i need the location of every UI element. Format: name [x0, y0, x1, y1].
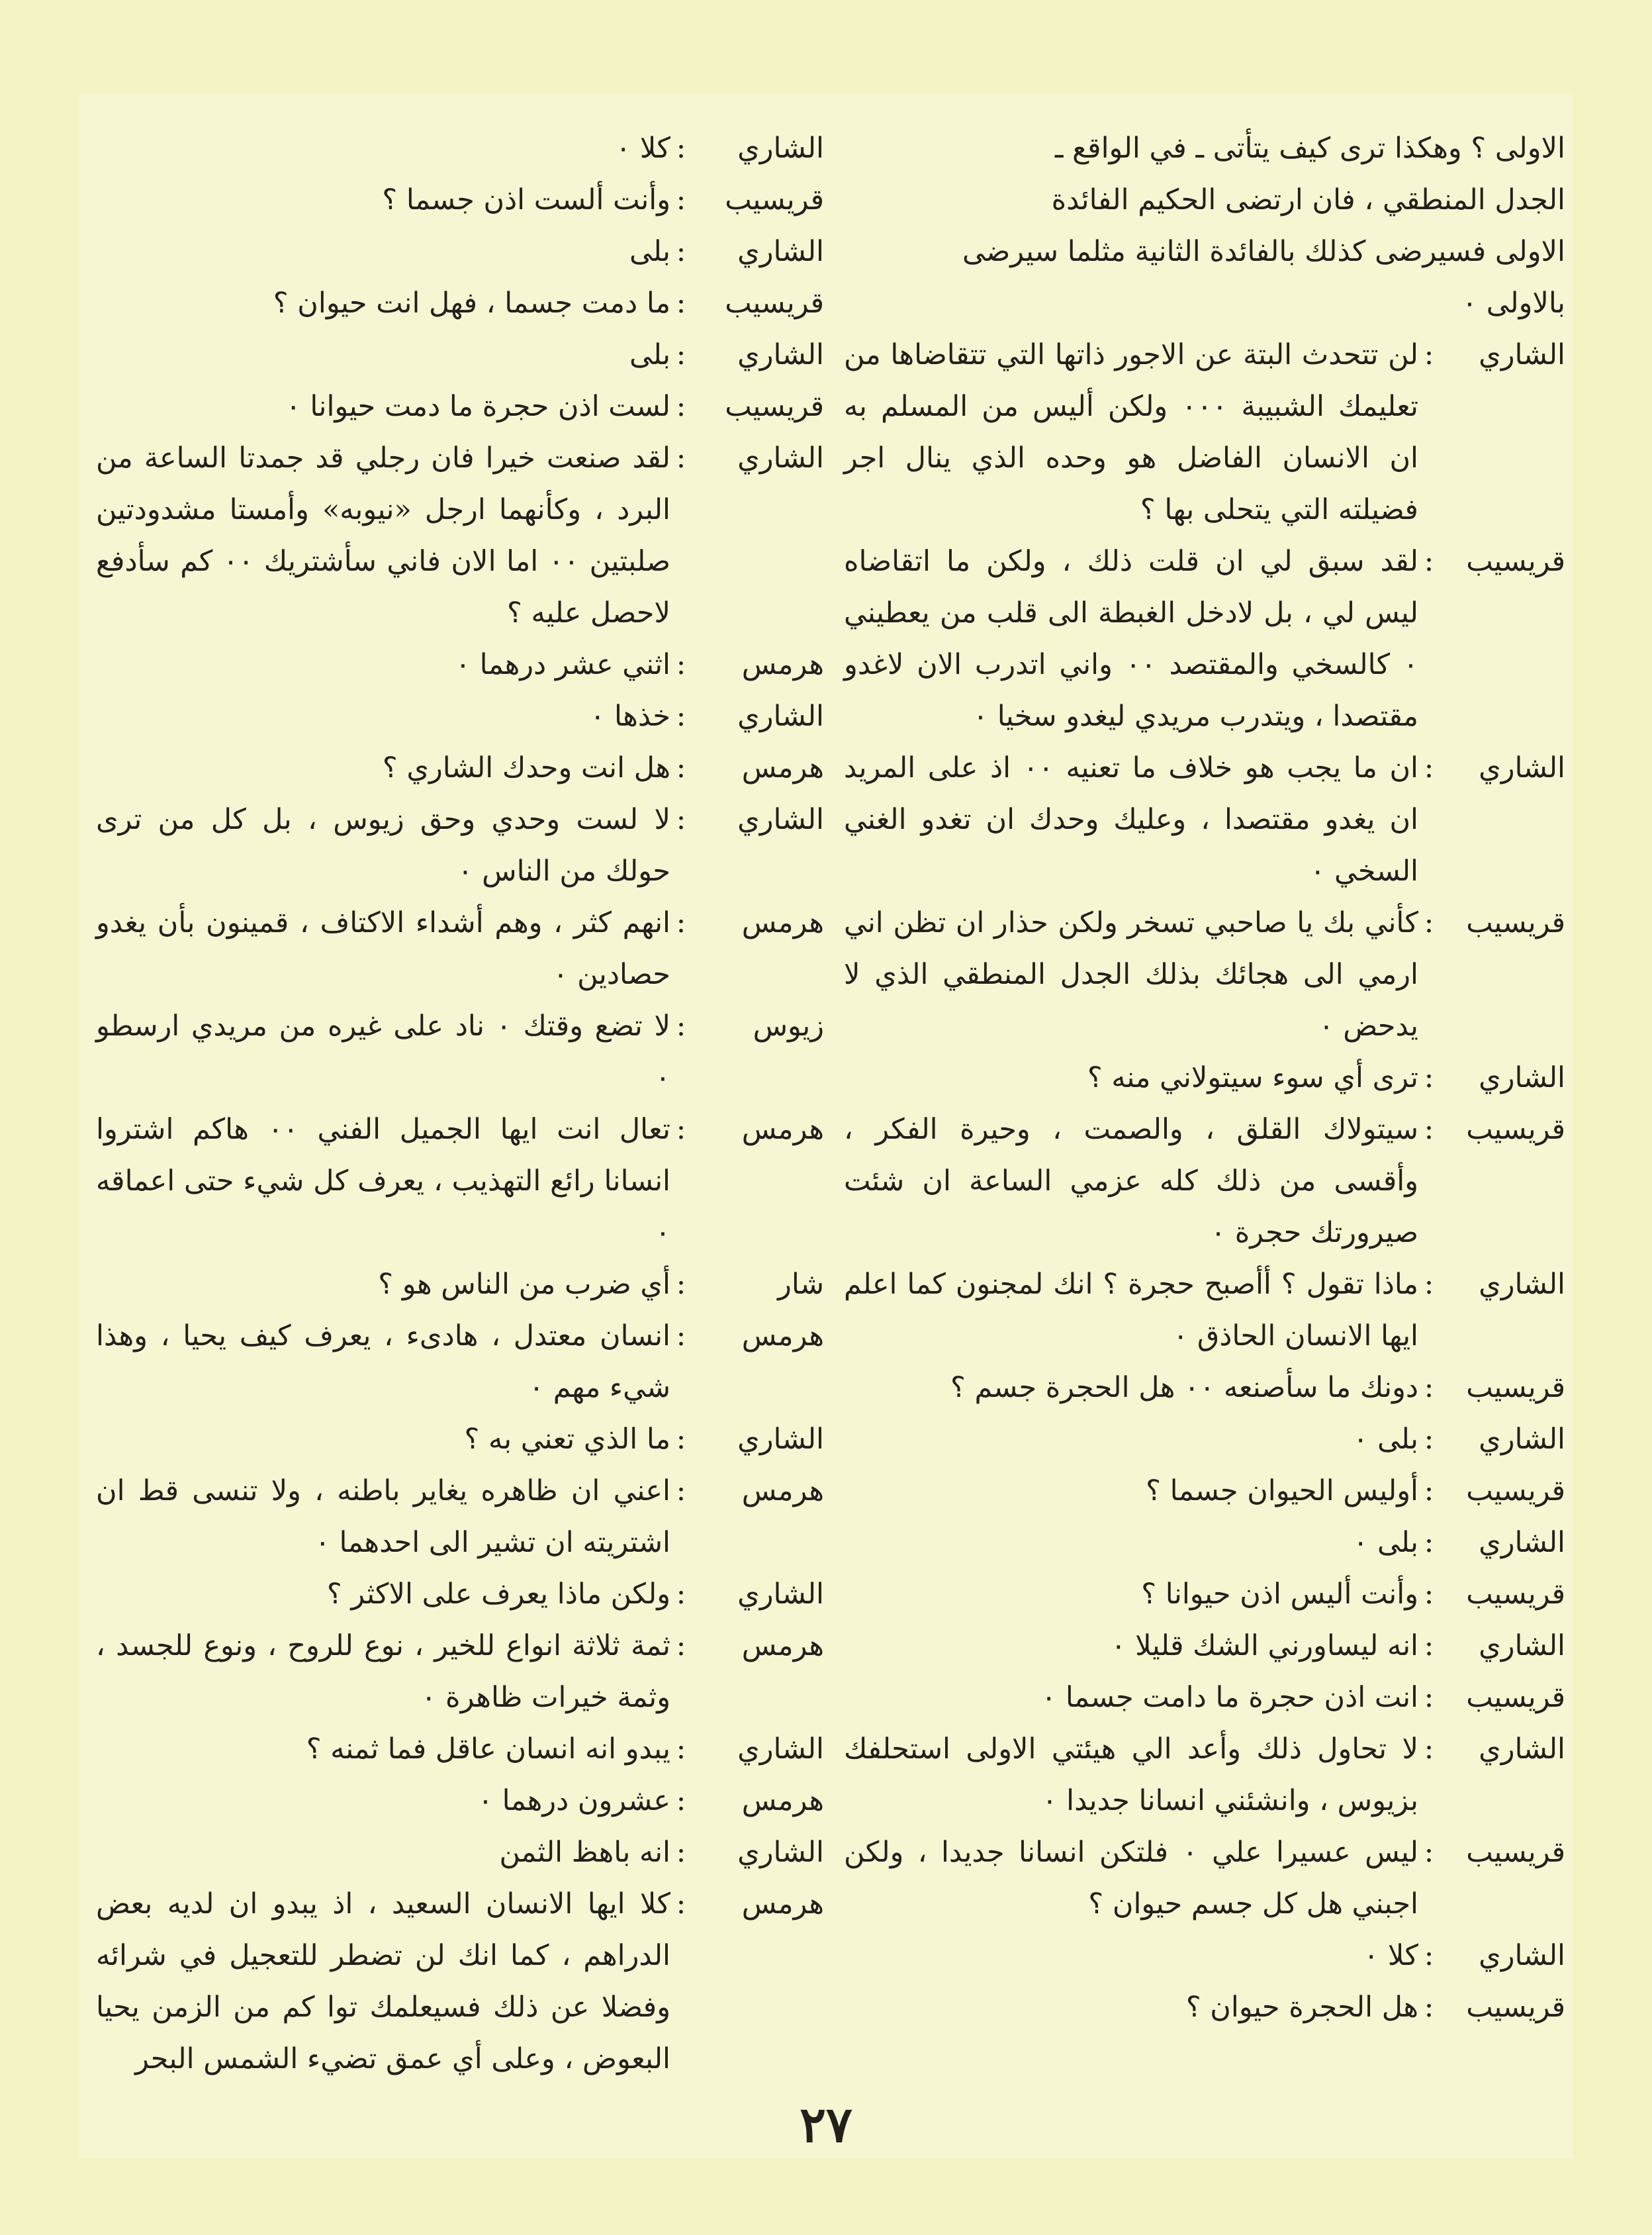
dialogue-text: انت اذن حجرة ما دامت جسما ٠: [1041, 1681, 1418, 1714]
dialogue-entry: [844, 1827, 1565, 1930]
dialogue-text: اثني عشر درهما ٠: [455, 648, 670, 681]
speaker-name: الشاري: [737, 1423, 824, 1456]
dialogue-entry: [96, 1413, 824, 1465]
speaker-name: هرمس: [741, 1474, 824, 1507]
dialogue-entry: [96, 1259, 824, 1310]
speaker-name: قريسيب: [1466, 1991, 1565, 2024]
speaker-name: الشاري: [737, 1578, 824, 1611]
dialogue-entry: [844, 329, 1565, 536]
speaker-name: الشاري: [737, 1836, 824, 1869]
dialogue-entry: [96, 742, 824, 794]
speaker-colon: :: [676, 700, 686, 733]
dialogue-text: دونك ما سأصنعه ٠٠ هل الحجرة جسم ؟: [950, 1371, 1418, 1404]
speaker-colon: :: [676, 648, 686, 681]
dialogue-text: ثمة ثلاثة انواع للخير ، نوع للروح ، ونوع للجسد ، وثمة خيرات ظاهرة ٠: [96, 1629, 670, 1714]
speaker-colon: :: [1424, 1629, 1434, 1662]
speaker-name: الشاري: [1479, 751, 1565, 785]
dialogue-text: اعني ان ظاهره يغاير باطنه ، ولا تنسى قط ان اشتريته ان تشير الى احدهما ٠: [96, 1474, 670, 1559]
dialogue-text: أوليس الحيوان جسما ؟: [1146, 1474, 1418, 1507]
speaker-name: الشاري: [1479, 1629, 1565, 1662]
speaker-name: الشاري: [1479, 1526, 1565, 1559]
speaker-colon: :: [1424, 545, 1434, 578]
dialogue-text: لا لست وحدي وحق زيوس ، بل كل من ترى حولك من الناس ٠: [96, 803, 670, 888]
speaker-colon: :: [676, 1784, 686, 1817]
dialogue-entry: [96, 1310, 824, 1413]
speaker-colon: :: [676, 1578, 686, 1611]
speaker-name: الشاري: [737, 442, 824, 475]
dialogue-text: هل الحجرة حيوان ؟: [1185, 1991, 1418, 2024]
speaker-name: هرمس: [741, 648, 824, 681]
dialogue-entry: [96, 226, 824, 277]
speaker-colon: :: [676, 1733, 686, 1766]
speaker-colon: :: [1424, 751, 1434, 785]
speaker-name: قريسيب: [725, 390, 824, 423]
dialogue-entry: [844, 1259, 1565, 1362]
speaker-name: قريسيب: [1466, 1113, 1565, 1146]
dialogue-entry: [96, 1775, 824, 1827]
continued-text-line: الجدل المنطقي ، فان ارتضى الحكيم الفائدة: [1051, 183, 1565, 216]
dialogue-entry: [96, 432, 824, 639]
speaker-name: الشاري: [1479, 1733, 1565, 1766]
dialogue-entry: [96, 381, 824, 432]
dialogue-text: يبدو انه انسان عاقل فما ثمنه ؟: [306, 1733, 670, 1766]
dialogue-text: لا تضع وقتك ٠ ناد على غيره من مريدي ارسطو ٠: [96, 1010, 670, 1094]
dialogue-text: كلا ٠: [1363, 1939, 1418, 1972]
dialogue-text: لا تحاول ذلك وأعد الي هيئتي الاولى استحلفك بزيوس ، وانشئني انسانا جديدا ٠: [844, 1733, 1418, 1817]
dialogue-text: انه باهظ الثمن: [499, 1836, 670, 1869]
dialogue-text: كلا ٠: [616, 132, 670, 165]
dialogue-entry: [96, 1878, 824, 2085]
dialogue-entry: [844, 1413, 1565, 1465]
speaker-colon: :: [676, 1268, 686, 1301]
speaker-colon: :: [1424, 1474, 1434, 1507]
speaker-colon: :: [676, 906, 686, 939]
speaker-colon: :: [1424, 1991, 1434, 2024]
speaker-colon: :: [676, 390, 686, 423]
dialogue-entry: [96, 897, 824, 1000]
speaker-colon: :: [1424, 1836, 1434, 1869]
speaker-name: شار: [778, 1268, 824, 1301]
dialogue-entry: [844, 1981, 1565, 2033]
speaker-name: قريسيب: [1466, 545, 1565, 578]
speaker-name: هرمس: [741, 1887, 824, 1921]
speaker-colon: :: [676, 287, 686, 320]
dialogue-text: انه ليساورني الشك قليلا ٠: [1111, 1629, 1418, 1662]
continued-text-line: بالاولى ٠: [1461, 287, 1565, 320]
dialogue-entry: [844, 1052, 1565, 1104]
dialogue-entry: [844, 1723, 1565, 1827]
dialogue-entry: [96, 794, 824, 897]
dialogue-text: كلا ايها الانسان السعيد ، اذ يبدو ان لديه بعض الدراهم ، كما انك لن تضطر للتعجيل في شرائه وفضلا عن ذلك فسيعلمك توا كم من الزمن يحيا البعوض ، وعلى أي عمق تضيء الشمس البحر: [96, 1887, 670, 2075]
continued-text-line: الاولى فسيرضى كذلك بالفائدة الثانية مثلما سيرضى: [962, 235, 1565, 268]
dialogue-text: وأنت ألست اذن جسما ؟: [382, 183, 670, 216]
dialogue-text: ولكن ماذا يعرف على الاكثر ؟: [326, 1578, 670, 1611]
dialogue-entry: [844, 536, 1565, 742]
speaker-colon: :: [676, 442, 686, 475]
speaker-name: قريسيب: [725, 287, 824, 320]
speaker-colon: :: [676, 1319, 686, 1353]
speaker-colon: :: [676, 235, 686, 268]
speaker-name: الشاري: [737, 338, 824, 371]
dialogue-entry: [96, 639, 824, 690]
speaker-colon: :: [676, 751, 686, 785]
speaker-name: الشاري: [737, 700, 824, 733]
dialogue-entry: [96, 1465, 824, 1568]
dialogue-entry: [96, 277, 824, 329]
speaker-colon: :: [1424, 906, 1434, 939]
dialogue-entry: [96, 1000, 824, 1104]
speaker-colon: :: [676, 183, 686, 216]
speaker-name: الشاري: [737, 1733, 824, 1766]
speaker-name: الشاري: [1479, 1423, 1565, 1456]
dialogue-text: ما الذي تعني به ؟: [464, 1423, 670, 1456]
dialogue-text: انهم كثر ، وهم أشداء الاكتاف ، قمينون بأن يغدو حصادين ٠: [96, 906, 671, 991]
dialogue-entry: [844, 742, 1565, 897]
speaker-name: هرمس: [741, 1629, 824, 1662]
speaker-colon: :: [1424, 1733, 1434, 1766]
speaker-name: قريسيب: [1466, 1371, 1565, 1404]
dialogue-text: انسان معتدل ، هادىء ، يعرف كيف يحيا ، وهذا شيء مهم ٠: [96, 1319, 670, 1404]
continued-text-line: الاولى ؟ وهكذا ترى كيف يتأتى ـ في الواقع ـ: [1054, 132, 1565, 165]
dialogue-text: بلى: [629, 338, 670, 371]
speaker-colon: :: [676, 338, 686, 371]
dialogue-text: سيتولاك القلق ، والصمت ، وحيرة الفكر ، وأقسى من ذلك كله عزمي الساعة ان شئت صيرورتك حجرة ٠: [844, 1113, 1418, 1249]
speaker-colon: :: [1424, 1526, 1434, 1559]
speaker-name: الشاري: [1479, 1061, 1565, 1094]
speaker-colon: :: [676, 1010, 686, 1043]
dialogue-text: ان ما يجب هو خلاف ما تعنيه ٠٠ اذ على المريد ان يغدو مقتصدا ، وعليك وحدك ان تغدو الغني السخي ٠: [844, 751, 1418, 888]
speaker-name: الشاري: [737, 132, 824, 165]
speaker-colon: :: [1424, 1061, 1434, 1094]
dialogue-text: أي ضرب من الناس هو ؟: [378, 1268, 670, 1301]
speaker-colon: :: [1424, 1578, 1434, 1611]
speaker-name: هرمس: [741, 906, 824, 939]
dialogue-text: لقد سبق لي ان قلت ذلك ، ولكن ما اتقاضاه ليس لي ، بل لادخل الغبطة الى قلب من يعطيني ٠ كالسخي والمقتصد ٠٠ واني اتدرب الان لاغدو مقتصدا ، ويتدرب مريدي ليغدو سخيا ٠: [844, 545, 1418, 733]
dialogue-text: خذها ٠: [590, 700, 670, 733]
dialogue-text: بلى: [629, 235, 670, 268]
dialogue-text: كأني بك يا صاحبي تسخر ولكن حذار ان تظن اني ارمي الى هجائك بذلك الجدل المنطقي الذي لا يدحض ٠: [844, 906, 1418, 1043]
dialogue-entry: [844, 897, 1565, 1052]
speaker-name: قريسيب: [1466, 1578, 1565, 1611]
speaker-colon: :: [676, 1836, 686, 1869]
dialogue-entry: [96, 1723, 824, 1775]
dialogue-text: لقد صنعت خيرا فان رجلي قد جمدتا الساعة من البرد ، وكأنهما ارجل «نيوبه» وأمستا مشدودتين صلبتين ٠٠ اما الان فاني سأشتريك ٠٠ كم سأدفع لاحصل عليه ؟: [96, 442, 670, 630]
speaker-name: الشاري: [1479, 1268, 1565, 1301]
dialogue-entry: [96, 690, 824, 742]
speaker-name: الشاري: [1479, 338, 1565, 371]
dialogue-text: لست اذن حجرة ما دمت حيوانا ٠: [285, 390, 670, 423]
dialogue-entry: [844, 1620, 1565, 1672]
speaker-colon: :: [676, 1113, 686, 1146]
speaker-name: الشاري: [1479, 1939, 1565, 1972]
dialogue-entry: [844, 1362, 1565, 1413]
speaker-colon: :: [1424, 1423, 1434, 1456]
dialogue-text: بلى ٠: [1353, 1526, 1418, 1559]
dialogue-text: ليس عسيرا علي ٠ فلتكن انسانا جديدا ، ولكن اجبني هل كل جسم حيوان ؟: [844, 1836, 1418, 1921]
speaker-colon: :: [676, 1474, 686, 1507]
speaker-colon: :: [676, 132, 686, 165]
speaker-name: زيوس: [753, 1010, 824, 1043]
speaker-name: الشاري: [737, 235, 824, 268]
dialogue-text: تعال انت ايها الجميل الفني ٠٠ هاكم اشتروا انسانا رائع التهذيب ، يعرف كل شيء حتى اعماقه ٠: [96, 1113, 670, 1249]
dialogue-entry: [96, 1827, 824, 1878]
dialogue-text: وأنت أليس اذن حيوانا ؟: [1141, 1578, 1418, 1611]
dialogue-text: ماذا تقول ؟ أأصبح حجرة ؟ انك لمجنون كما اعلم ايها الانسان الحاذق ٠: [844, 1268, 1418, 1353]
speaker-name: الشاري: [737, 803, 824, 836]
right-column: [844, 122, 1565, 2033]
dialogue-entry: [844, 1930, 1565, 1981]
dialogue-text: ما دمت جسما ، فهل انت حيوان ؟: [273, 287, 670, 320]
speaker-colon: :: [676, 1887, 686, 1921]
speaker-name: قريسيب: [1466, 906, 1565, 939]
speaker-name: قريسيب: [1466, 1474, 1565, 1507]
left-column: [96, 122, 824, 2085]
speaker-name: هرمس: [741, 751, 824, 785]
dialogue-entry: [844, 1104, 1565, 1259]
dialogue-entry: [96, 1620, 824, 1723]
speaker-colon: :: [1424, 1268, 1434, 1301]
speaker-name: هرمس: [741, 1113, 824, 1146]
dialogue-text: بلى ٠: [1353, 1423, 1418, 1456]
dialogue-entry: [96, 1568, 824, 1620]
speaker-colon: :: [1424, 1939, 1434, 1972]
page-number: ٢٧: [800, 2097, 852, 2154]
dialogue-entry: [96, 329, 824, 381]
speaker-colon: :: [1424, 1371, 1434, 1404]
speaker-name: هرمس: [741, 1319, 824, 1353]
speaker-colon: :: [1424, 1681, 1434, 1714]
dialogue-entry: [96, 174, 824, 226]
dialogue-entry: [844, 1465, 1565, 1517]
speaker-colon: :: [676, 1629, 686, 1662]
dialogue-entry: [96, 122, 824, 174]
speaker-name: هرمس: [741, 1784, 824, 1817]
dialogue-text: عشرون درهما ٠: [477, 1784, 670, 1817]
dialogue-entry: [844, 1568, 1565, 1620]
dialogue-entry: [844, 1517, 1565, 1568]
dialogue-text: ترى أي سوء سيتولاني منه ؟: [1087, 1061, 1418, 1094]
speaker-name: قريسيب: [725, 183, 824, 216]
dialogue-text: هل انت وحدك الشاري ؟: [382, 751, 670, 785]
dialogue-text: لن تتحدث البتة عن الاجور ذاتها التي تتقاضاها من تعليمك الشبيبة ٠٠٠ ولكن أليس من المسلم به ان الانسان الفاضل هو وحده الذي ينال اجر فضيلته التي يتحلى بها ؟: [844, 338, 1418, 526]
speaker-name: قريسيب: [1466, 1681, 1565, 1714]
speaker-colon: :: [1424, 338, 1434, 371]
speaker-colon: :: [1424, 1113, 1434, 1146]
dialogue-entry: [96, 1104, 824, 1259]
dialogue-entry: [844, 1672, 1565, 1723]
speaker-colon: :: [676, 803, 686, 836]
speaker-colon: :: [676, 1423, 686, 1456]
speaker-name: قريسيب: [1466, 1836, 1565, 1869]
